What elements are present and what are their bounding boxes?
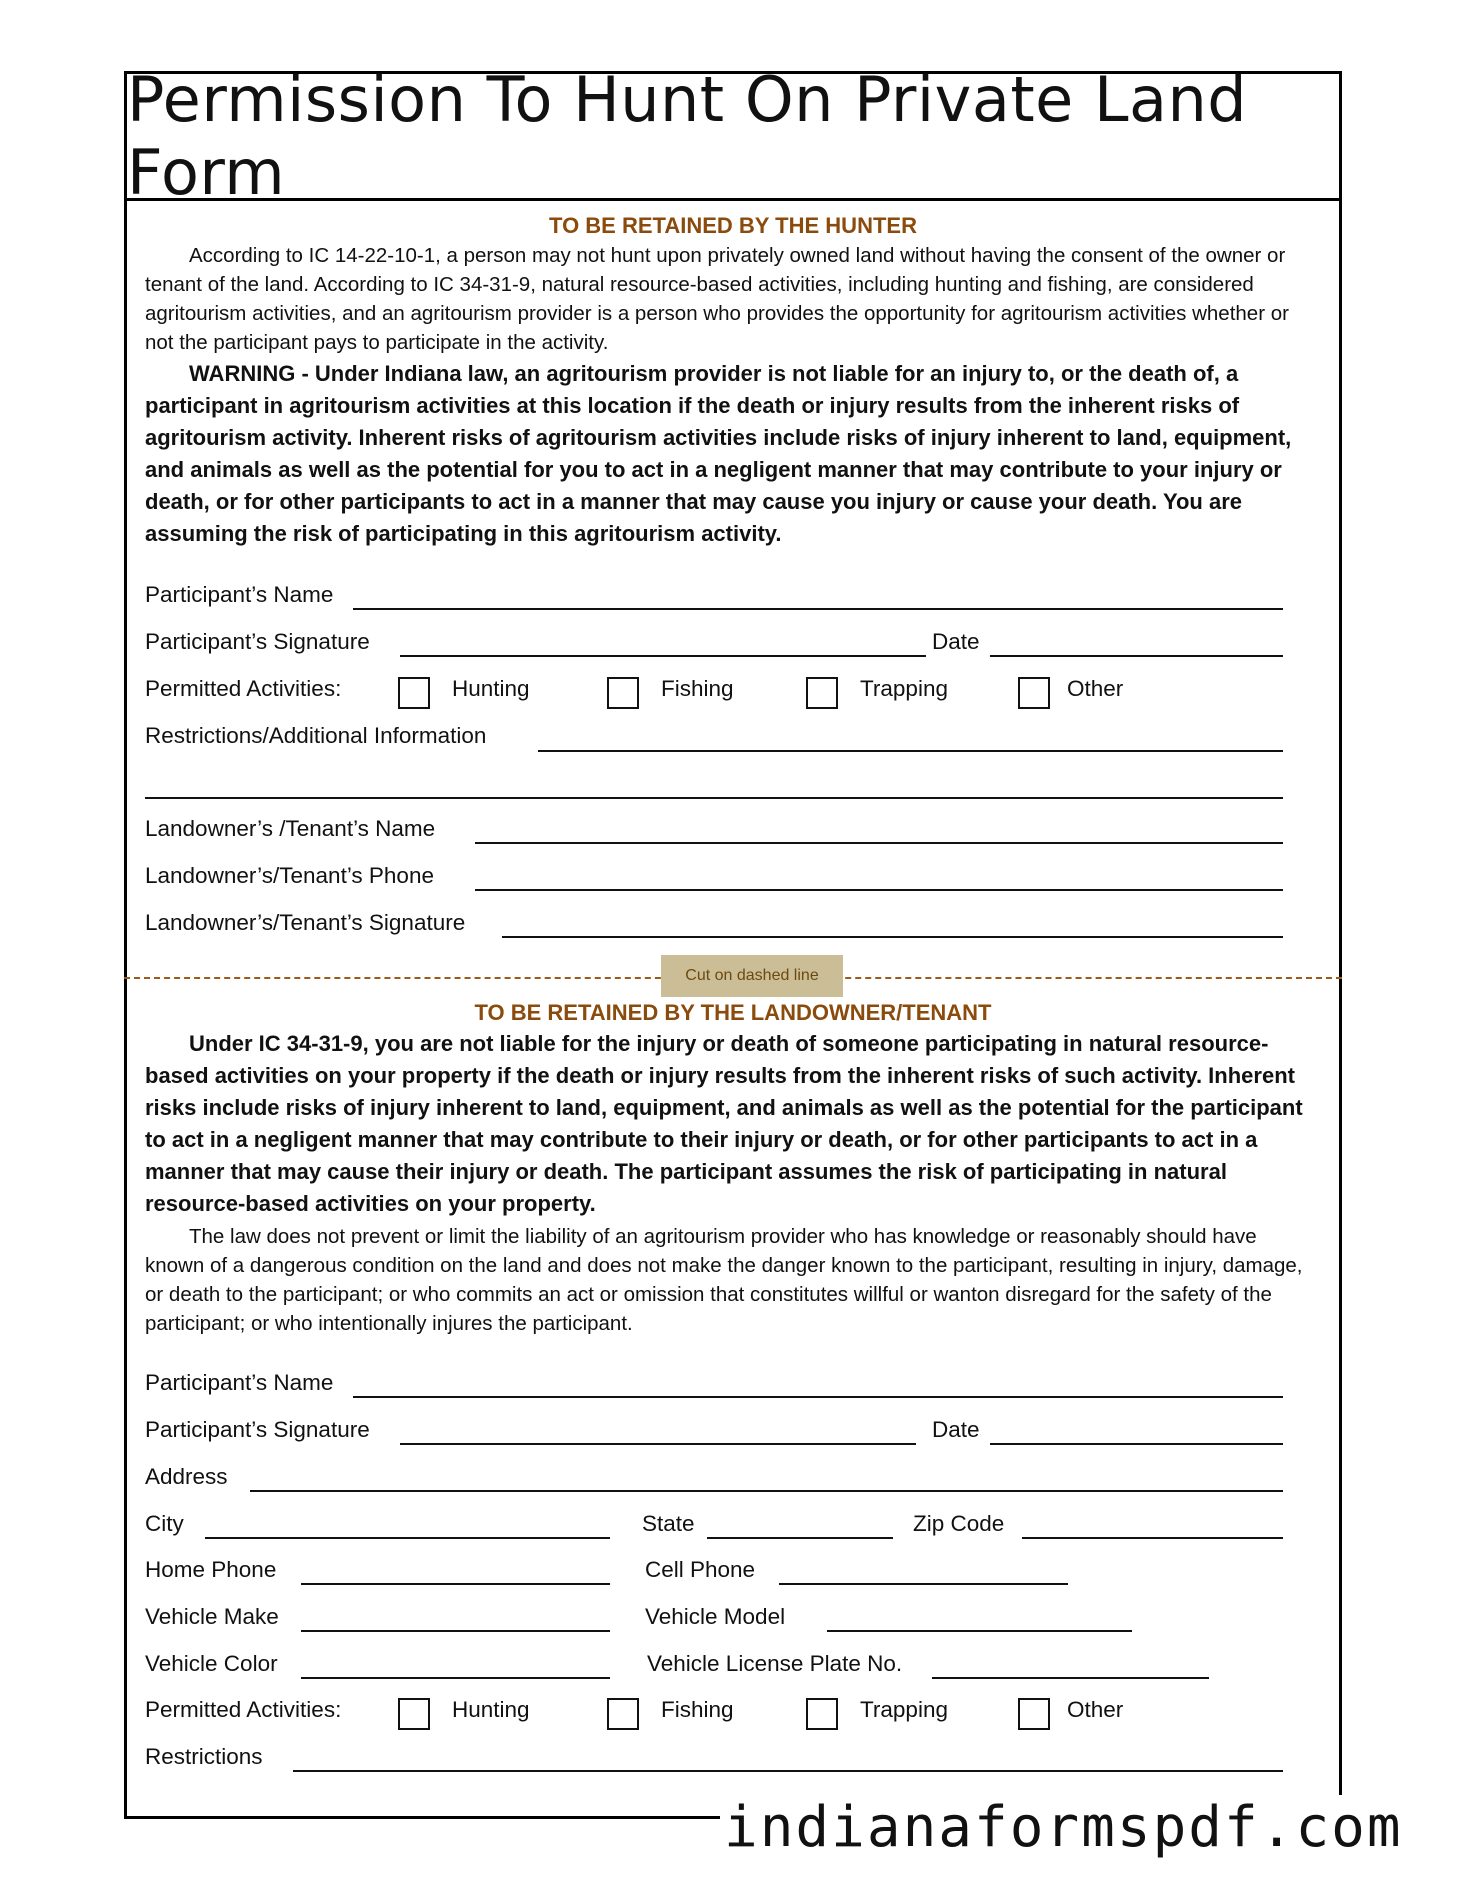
- zip-field[interactable]: [1022, 1537, 1283, 1539]
- lo-restrictions-label: Restrictions: [145, 1744, 263, 1769]
- vehicle-make-label: Vehicle Make: [145, 1604, 279, 1629]
- landowner-phone-field[interactable]: [475, 889, 1283, 891]
- lo-restrictions-field[interactable]: [293, 1770, 1283, 1772]
- date-label: Date: [932, 629, 980, 654]
- city-field[interactable]: [205, 1537, 610, 1539]
- hunter-intro-paragraph: According to IC 14-22-10-1, a person may not hunt upon privately owned land without having the consent of the owner or tenant of the land. According to IC 34-31-9, natural resource-based activities, including hunting and fishing, are considered agritourism activities, and an agritourism provider is a person who provides the opportunity for agritourism activities whether or not the participant pays to participate in the activity.: [145, 244, 1289, 354]
- liability-paragraph: The law does not prevent or limit the liability of an agritourism provider who has knowledge or reasonably should have known of a dangerous condition on the land and does not make the danger known to the participant, resulting in injury, damage, or death to the participant; or who commits an act or omission that constitutes willful or wanton disregard for the safety of the participant; or who intentionally injures the participant.: [145, 1225, 1303, 1335]
- vehicle-make-field[interactable]: [301, 1630, 610, 1632]
- landowner-name-label: Landowner’s /Tenant’s Name: [145, 816, 436, 841]
- lo-fishing-label: Fishing: [661, 1697, 734, 1722]
- landowner-section-heading: TO BE RETAINED BY THE LANDOWNER/TENANT: [474, 1000, 992, 1025]
- participant-name-field[interactable]: [353, 608, 1283, 610]
- hunter-section-heading: TO BE RETAINED BY THE HUNTER: [549, 213, 917, 238]
- fishing-label: Fishing: [661, 676, 734, 701]
- address-label: Address: [145, 1464, 228, 1489]
- restrictions-label: Restrictions/Additional Information: [145, 723, 487, 748]
- permitted-activities-label: Permitted Activities:: [145, 676, 342, 701]
- form-frame: [124, 63, 1342, 1819]
- lo-participant-name-label: Participant’s Name: [145, 1370, 334, 1395]
- other-checkbox[interactable]: [1018, 677, 1050, 709]
- participant-signature-field[interactable]: [400, 655, 926, 657]
- title-box: [127, 63, 1339, 209]
- address-field[interactable]: [250, 1490, 1283, 1492]
- lo-other-checkbox[interactable]: [1018, 1698, 1050, 1730]
- trapping-checkbox[interactable]: [806, 677, 838, 709]
- lo-hunting-label: Hunting: [452, 1697, 530, 1722]
- participant-signature-label: Participant’s Signature: [145, 629, 370, 654]
- lo-date-label: Date: [932, 1417, 980, 1442]
- restrictions-field-line-2[interactable]: [145, 797, 1283, 799]
- restrictions-field[interactable]: [538, 750, 1283, 752]
- hunting-checkbox[interactable]: [398, 677, 430, 709]
- cut-label: Cut on dashed line: [661, 955, 843, 997]
- form-title: Permission To Hunt On Private Land Form: [127, 63, 1248, 209]
- hunting-label: Hunting: [452, 676, 530, 701]
- trapping-label: Trapping: [860, 676, 948, 701]
- lo-trapping-label: Trapping: [860, 1697, 948, 1722]
- lo-permitted-activities-label: Permitted Activities:: [145, 1697, 342, 1722]
- cell-phone-field[interactable]: [779, 1583, 1068, 1585]
- state-field[interactable]: [707, 1537, 893, 1539]
- home-phone-label: Home Phone: [145, 1557, 277, 1582]
- vehicle-color-field[interactable]: [301, 1677, 610, 1679]
- cell-phone-label: Cell Phone: [645, 1557, 756, 1582]
- watermark-text: indianaformspdf.com: [720, 1795, 1407, 1860]
- lo-trapping-checkbox[interactable]: [806, 1698, 838, 1730]
- lo-date-field[interactable]: [990, 1443, 1283, 1445]
- landowner-signature-label: Landowner’s/Tenant’s Signature: [145, 910, 466, 935]
- state-label: State: [642, 1511, 695, 1536]
- lo-fishing-checkbox[interactable]: [607, 1698, 639, 1730]
- lo-hunting-checkbox[interactable]: [398, 1698, 430, 1730]
- lo-participant-signature-label: Participant’s Signature: [145, 1417, 370, 1442]
- landowner-name-field[interactable]: [475, 842, 1283, 844]
- landowner-phone-label: Landowner’s/Tenant’s Phone: [145, 863, 434, 888]
- vehicle-model-label: Vehicle Model: [645, 1604, 786, 1629]
- zip-label: Zip Code: [913, 1511, 1005, 1536]
- lo-participant-name-field[interactable]: [353, 1396, 1283, 1398]
- vehicle-color-label: Vehicle Color: [145, 1651, 278, 1676]
- other-label: Other: [1067, 676, 1124, 701]
- lo-participant-signature-field[interactable]: [400, 1443, 916, 1445]
- vehicle-plate-field[interactable]: [932, 1677, 1209, 1679]
- lo-other-label: Other: [1067, 1697, 1124, 1722]
- landowner-notice-paragraph: Under IC 34-31-9, you are not liable for the injury or death of someone participating in natural resource-based activities on your property if the death or injury results from the inherent risks of such activity. Inherent risks include risks of injury inherent to land, equipment, and animals as well as the potential for the participant to act in a negligent manner that may contribute to their injury or death, or for other participants to act in a manner that may cause their injury or death. The participant assumes the risk of participating in natural resource-based activities on your property.: [145, 1031, 1303, 1216]
- hunter-warning-paragraph: WARNING - Under Indiana law, an agritourism provider is not liable for an injury to, or the death of, a participant in agritourism activities at this location if the death or injury results from the inherent risks of agritourism activity. Inherent risks of agritourism activities include risks of injury inherent to land, equipment, and animals as well as the potential for you to act in a negligent manner that may contribute to your injury or death, or for other participants to act in a manner that may cause you injury or cause your death. You are assuming the risk of participating in this agritourism activity.: [145, 361, 1292, 546]
- fishing-checkbox[interactable]: [607, 677, 639, 709]
- date-field[interactable]: [990, 655, 1283, 657]
- city-label: City: [145, 1511, 184, 1536]
- vehicle-plate-label: Vehicle License Plate No.: [647, 1651, 903, 1676]
- landowner-signature-field[interactable]: [502, 936, 1283, 938]
- vehicle-model-field[interactable]: [827, 1630, 1132, 1632]
- participant-name-label: Participant’s Name: [145, 582, 334, 607]
- home-phone-field[interactable]: [301, 1583, 610, 1585]
